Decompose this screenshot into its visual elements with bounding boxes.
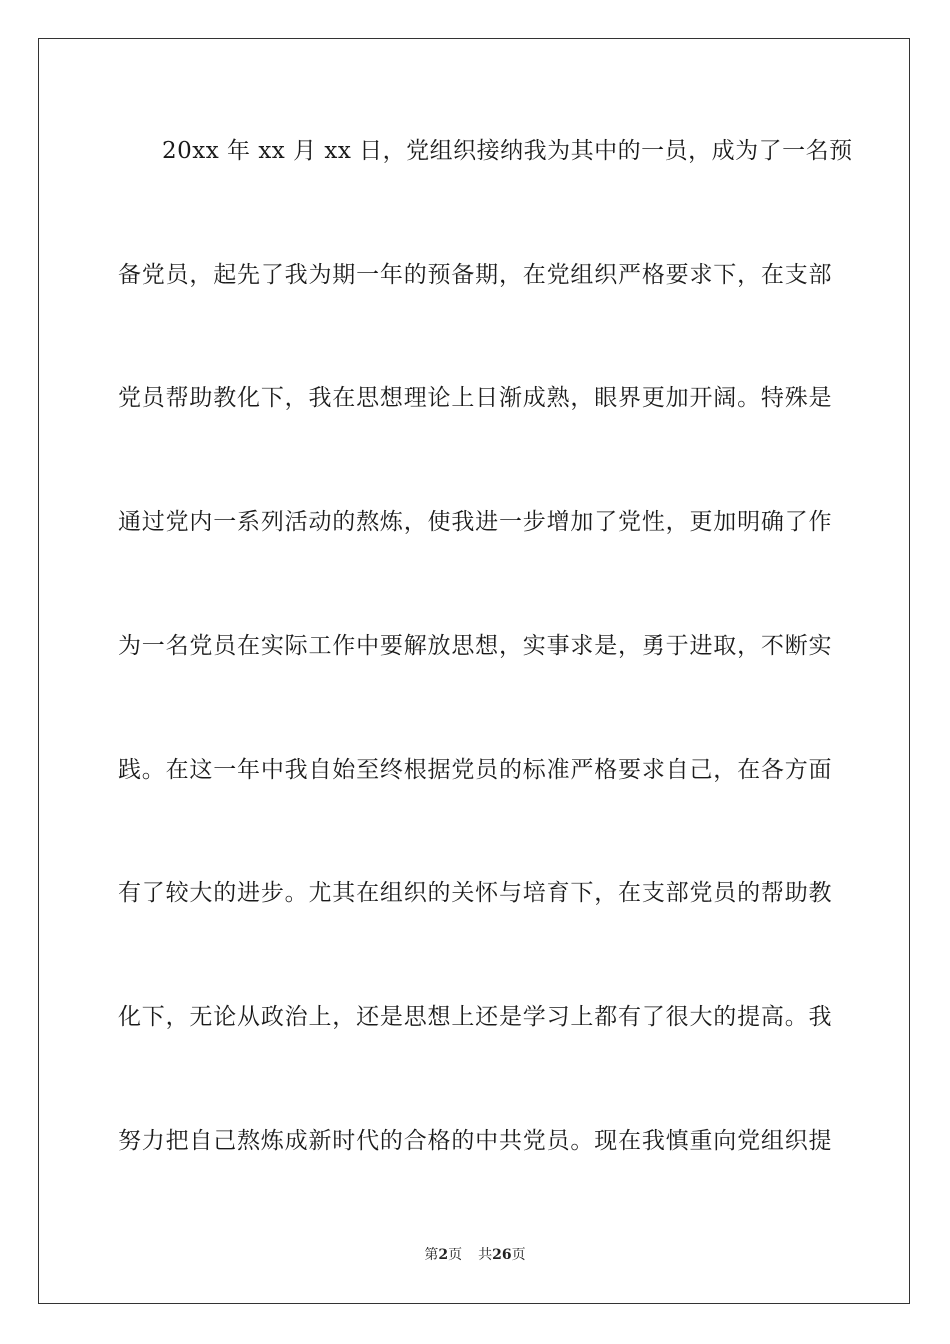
page-suffix: 页 (448, 1247, 463, 1263)
paragraph-line: 努力把自己熬炼成新时代的合格的中共党员。现在我慎重向党组织提 (118, 1128, 832, 1154)
paragraph-line: 为一名党员在实际工作中要解放思想，实事求是，勇于进取，不断实 (118, 633, 832, 659)
paragraph-line: 有了较大的进步。尤其在组织的关怀与培育下，在支部党员的帮助教 (118, 880, 832, 906)
paragraph-line: 20xx 年 xx 月 xx 日，党组织接纳我为其中的一员，成为了一名预 (162, 138, 853, 164)
paragraph-line: 备党员，起先了我为期一年的预备期，在党组织严格要求下，在支部 (118, 262, 832, 288)
total-pages: 26 (492, 1247, 512, 1263)
page-border (38, 38, 910, 1304)
paragraph-line: 通过党内一系列活动的熬炼，使我进一步增加了党性，更加明确了作 (118, 509, 832, 535)
paragraph-line: 践。在这一年中我自始至终根据党员的标准严格要求自己，在各方面 (118, 757, 832, 783)
page-prefix: 第 (424, 1247, 439, 1263)
page-footer (0, 1246, 950, 1264)
paragraph-line: 化下，无论从政治上，还是思想上还是学习上都有了很大的提高。我 (118, 1004, 832, 1030)
total-suffix: 页 (511, 1247, 526, 1263)
page-number: 2 (438, 1247, 449, 1263)
total-prefix: 共 (478, 1247, 493, 1263)
paragraph-line: 党员帮助教化下，我在思想理论上日渐成熟，眼界更加开阔。特殊是 (118, 385, 832, 411)
